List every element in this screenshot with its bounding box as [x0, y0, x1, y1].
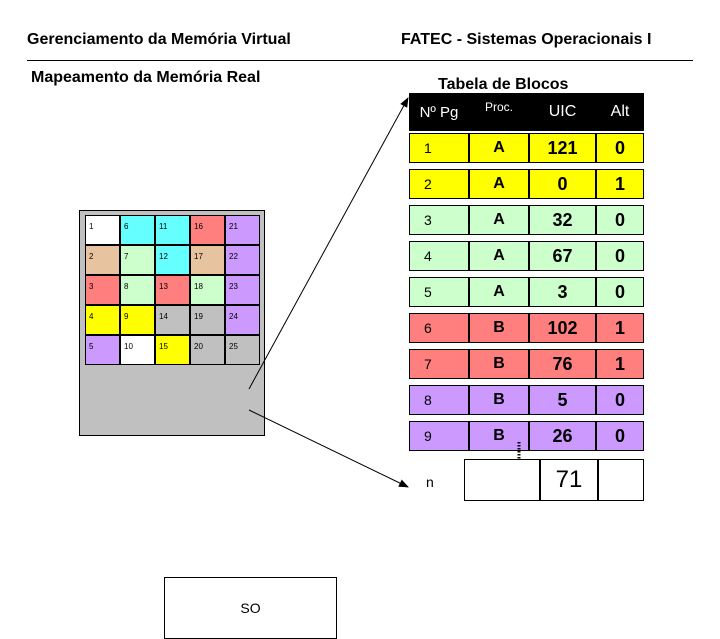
table-cell-alt: 0	[596, 385, 644, 415]
table-cell-pg: 7	[409, 349, 469, 379]
memory-cell: 12	[155, 245, 190, 275]
header-proc: Proc.	[469, 93, 529, 131]
table-cell-proc: A	[469, 277, 529, 307]
memory-cell: 25	[225, 335, 260, 365]
arrow-to-table-top	[249, 98, 408, 389]
table-cell-pg: 8	[409, 385, 469, 415]
table-cell-alt: 1	[596, 169, 644, 199]
table-cell-pg: 6	[409, 313, 469, 343]
table-cell-proc: A	[469, 241, 529, 271]
memory-cell: 13	[155, 275, 190, 305]
table-cell-uic: 76	[529, 349, 596, 379]
table-cell-alt: 1	[596, 313, 644, 343]
arrow-to-table-bottom	[249, 410, 408, 487]
table-cell-proc: A	[469, 169, 529, 199]
memory-cell: 6	[120, 215, 155, 245]
table-cell-uic: 5	[529, 385, 596, 415]
memory-cell: 3	[85, 275, 120, 305]
table-cell-pg: 3	[409, 205, 469, 235]
table-cell-alt: 0	[596, 421, 644, 451]
table-cell-alt: 0	[596, 205, 644, 235]
table-cell-uic: 32	[529, 205, 596, 235]
table-cell-pg: 4	[409, 241, 469, 271]
memory-cell: 1	[85, 215, 120, 245]
memory-cell: 14	[155, 305, 190, 335]
table-cell-uic: 121	[529, 133, 596, 163]
table-cell-pg: 1	[409, 133, 469, 163]
header-alt: Alt	[596, 93, 644, 131]
table-cell-proc: A	[469, 205, 529, 235]
memory-cell: 4	[85, 305, 120, 335]
memory-cell: 15	[155, 335, 190, 365]
memory-cell: 21	[225, 215, 260, 245]
subtitle: Mapeamento da Memória Real	[31, 69, 261, 86]
header-pg: Nº Pg	[409, 93, 469, 131]
table-cell-proc: B	[469, 421, 529, 451]
memory-cell: 19	[190, 305, 225, 335]
last-row-pg: n	[426, 474, 434, 490]
memory-cell: 2	[85, 245, 120, 275]
table-cell-alt: 0	[596, 277, 644, 307]
table-cell-alt: 1	[596, 349, 644, 379]
table-cell-alt: 0	[596, 133, 644, 163]
table-cell-uic: 102	[529, 313, 596, 343]
last-row-uic: 71	[555, 466, 583, 493]
memory-cell: 10	[120, 335, 155, 365]
memory-cell: 16	[190, 215, 225, 245]
table-cell-alt: 0	[596, 241, 644, 271]
memory-cell: 11	[155, 215, 190, 245]
table-cell-uic: 26	[529, 421, 596, 451]
memory-cell: 8	[120, 275, 155, 305]
table-title: Tabela de Blocos	[438, 76, 569, 93]
table-cell-proc: A	[469, 133, 529, 163]
memory-cell: 9	[120, 305, 155, 335]
table-cell-uic: 3	[529, 277, 596, 307]
memory-cell: 23	[225, 275, 260, 305]
table-cell-uic: 0	[529, 169, 596, 199]
left-title: Gerenciamento da Memória Virtual	[27, 31, 291, 48]
table-cell-pg: 2	[409, 169, 469, 199]
memory-cell: 24	[225, 305, 260, 335]
memory-cell: 7	[120, 245, 155, 275]
table-cell-pg: 5	[409, 277, 469, 307]
table-cell-proc: B	[469, 313, 529, 343]
table-cell-proc: B	[469, 385, 529, 415]
memory-cell: 22	[225, 245, 260, 275]
header-uic: UIC	[529, 93, 596, 131]
so-label: SO	[240, 600, 261, 616]
right-title: FATEC - Sistemas Operacionais I	[401, 31, 652, 48]
table-cell-pg: 9	[409, 421, 469, 451]
table-cell-proc: B	[469, 349, 529, 379]
memory-cell: 18	[190, 275, 225, 305]
memory-cell: 5	[85, 335, 120, 365]
so-region	[164, 577, 337, 639]
table-cell-uic: 67	[529, 241, 596, 271]
memory-cell: 20	[190, 335, 225, 365]
memory-cell: 17	[190, 245, 225, 275]
